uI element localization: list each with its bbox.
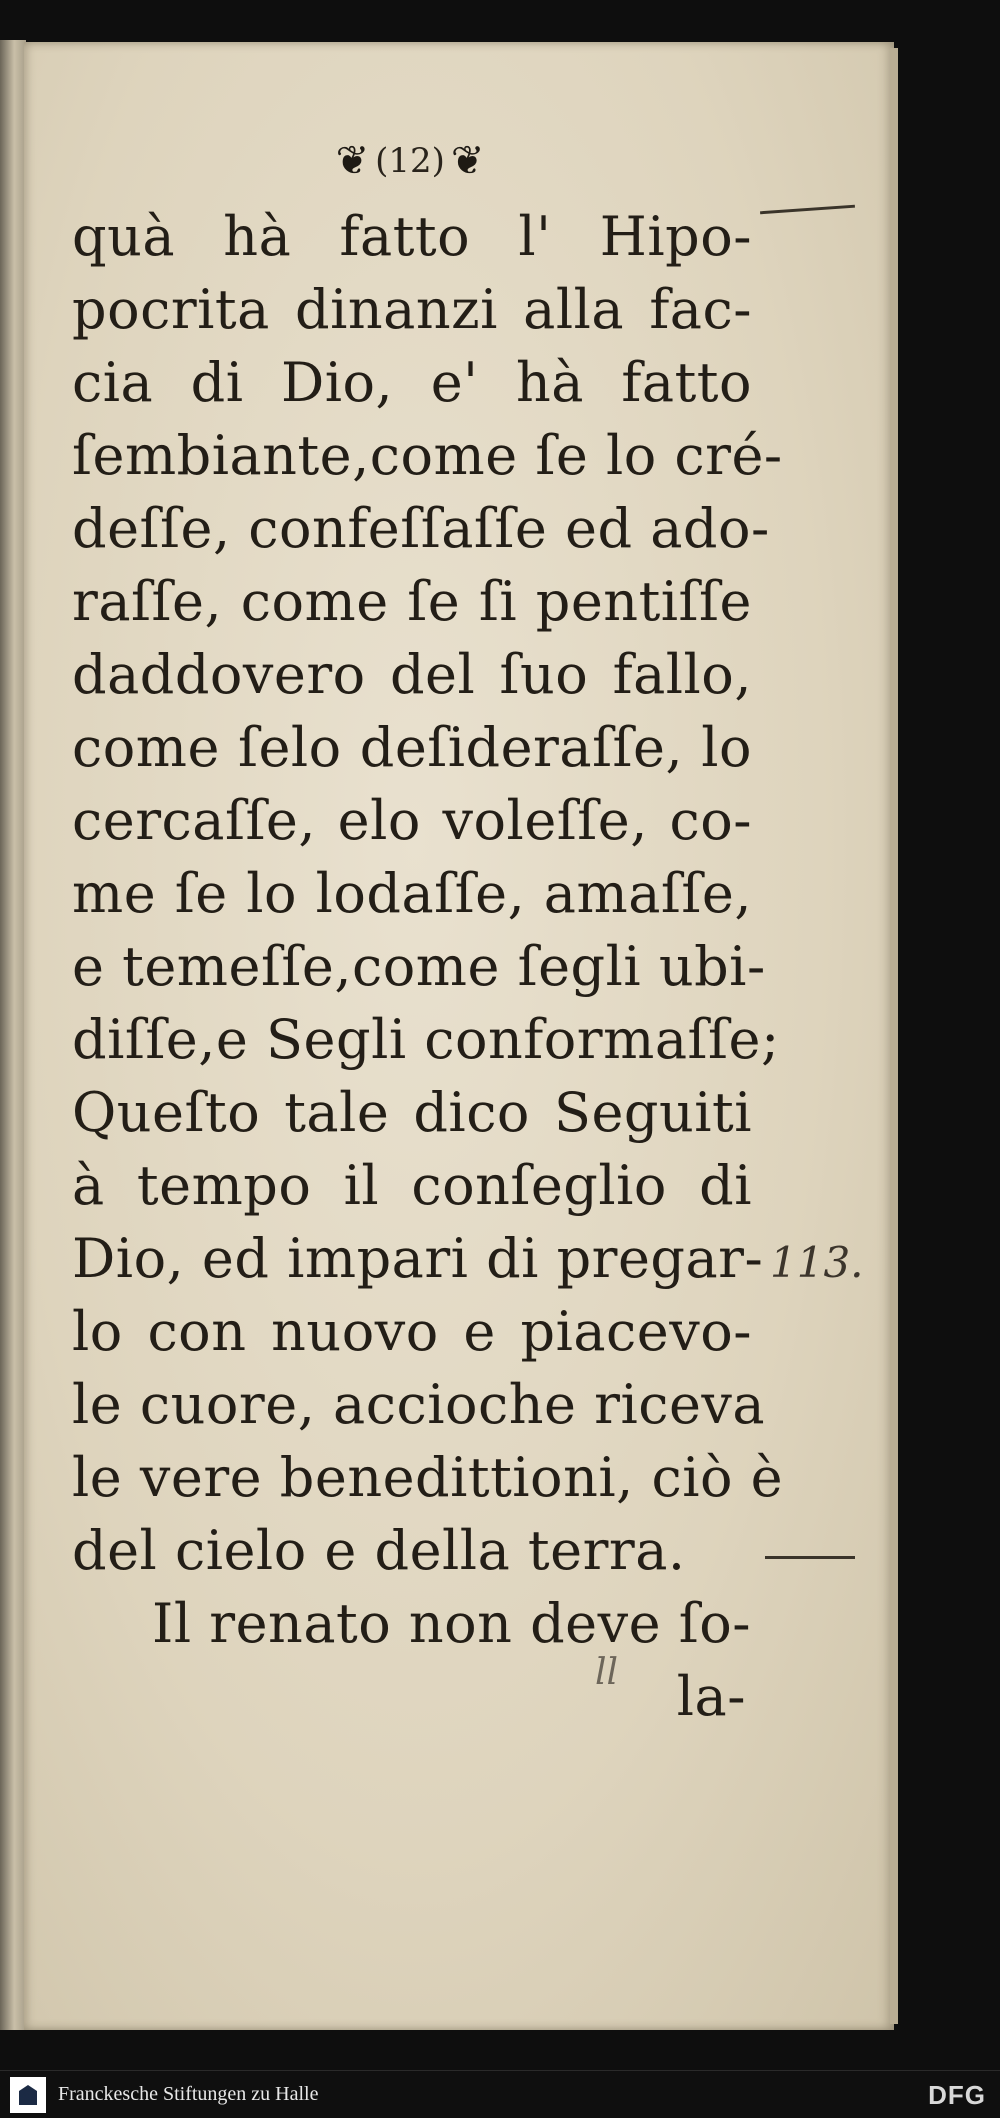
text-line: à tempo il conſeglio di — [72, 1154, 752, 1217]
ornament-left-icon: ❦ — [335, 137, 370, 184]
text-line: raſſe, come ſe ſi pentiſſe — [72, 570, 752, 633]
text-line: le vere benedittioni, ciò è — [72, 1446, 784, 1509]
text-line: e temeſſe,come ſegli ubi- — [72, 935, 766, 998]
text-line: pocrita dinanzi alla fac- — [72, 278, 752, 341]
text-line: me ſe lo lodaſſe, amaſſe, — [72, 862, 752, 925]
institution-logo-icon — [10, 2077, 46, 2113]
text-line: Dio, ed impari di pregar- — [72, 1227, 764, 1290]
ornament-right-icon: ❦ — [450, 137, 485, 184]
text-line: quà hà fatto l' Hipo- — [72, 205, 752, 268]
margin-rule-bottom — [765, 1556, 855, 1559]
text-line: del cielo e della terra. — [72, 1519, 686, 1582]
page-edge — [890, 48, 898, 2024]
page-number: (12) — [375, 140, 445, 181]
text-line: come ſelo deſideraſſe, lo — [72, 716, 752, 779]
viewer-footer — [0, 2070, 1000, 2118]
institution-name: Franckesche Stiftungen zu Halle — [58, 2083, 319, 2105]
binding-edge — [0, 40, 26, 2030]
text-line: ſembiante,come ſe lo cré- — [72, 424, 783, 487]
margin-annotation: 113. — [770, 1238, 864, 1287]
text-line: cercaſſe, elo voleſſe, co- — [72, 789, 752, 852]
page-header — [290, 135, 530, 184]
text-line: lo con nuovo e piacevo- — [72, 1300, 752, 1363]
text-line: diſſe,e Segli conformaſſe; — [72, 1008, 780, 1071]
body-text — [72, 200, 784, 1733]
text-line: cia di Dio, e' hà fatto — [72, 351, 752, 414]
catchword: la- — [676, 1665, 746, 1728]
text-line: Queſto tale dico Seguiti — [72, 1081, 752, 1144]
text-line: daddovero del ſuo fallo, — [72, 643, 752, 706]
pencil-mark: ll — [595, 1652, 619, 1693]
paragraph-start-line: Il renato non deve ſo- — [152, 1592, 752, 1655]
text-line: le cuore, accioche riceva — [72, 1373, 766, 1436]
text-line: deſſe, confeſſaſſe ed ado- — [72, 497, 770, 560]
dfg-logo: DFG — [928, 2080, 986, 2110]
